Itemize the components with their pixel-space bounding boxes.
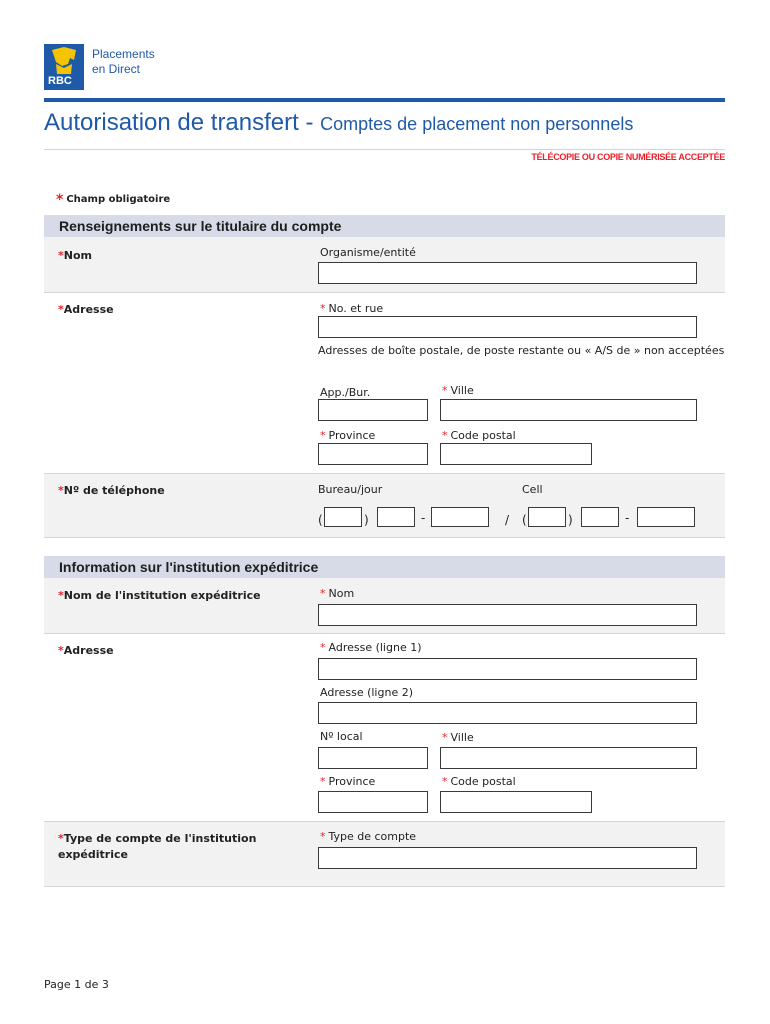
cell-area-code-input[interactable] — [528, 507, 566, 527]
cell-close-paren: ) — [568, 513, 573, 527]
title-sub: Comptes de placement non personnels — [320, 114, 634, 134]
addr1-field-label: * Adresse (ligne 1) — [320, 641, 422, 654]
inst-postal-field-label: * Code postal — [442, 775, 516, 788]
office-line-input[interactable] — [431, 507, 489, 527]
rbc-logo — [44, 44, 84, 90]
cell-prefix-input[interactable] — [581, 507, 619, 527]
required-note — [56, 190, 170, 206]
inst-city-input[interactable] — [440, 747, 697, 769]
title-rule — [44, 149, 725, 150]
page-title — [44, 109, 633, 137]
address-line1-input[interactable] — [318, 658, 697, 680]
city-input[interactable] — [440, 399, 697, 421]
institution-address-label: *Adresse — [58, 644, 114, 657]
province-input[interactable] — [318, 443, 428, 465]
inst-postal-input[interactable] — [440, 791, 592, 813]
name-label: *Nom — [58, 249, 92, 262]
org-name-input[interactable] — [318, 262, 697, 284]
street-field-label: * No. et rue — [320, 302, 384, 315]
unit-field-label: App./Bur. — [320, 386, 371, 399]
street-input[interactable] — [318, 316, 697, 338]
office-prefix-input[interactable] — [377, 507, 415, 527]
inst-province-input[interactable] — [318, 791, 428, 813]
local-field-label: Nº local — [320, 730, 363, 743]
unit-input[interactable] — [318, 399, 428, 421]
cell-dash: - — [625, 511, 630, 525]
city-field-label: * Ville — [442, 384, 474, 397]
required-star: * — [56, 192, 64, 208]
cell-line-input[interactable] — [637, 507, 695, 527]
account-type-input[interactable] — [318, 847, 697, 869]
inst-province-field-label: * Province — [320, 775, 376, 788]
brand-line2: en Direct — [92, 62, 141, 76]
office-dash: - — [421, 511, 426, 525]
postal-field-label: * Code postal — [442, 429, 516, 442]
logo-text: RBC — [48, 75, 72, 87]
address-line2-input[interactable] — [318, 702, 697, 724]
addr2-field-label: Adresse (ligne 2) — [320, 686, 414, 699]
cell-open-paren: ( — [522, 513, 527, 527]
brand-line1: Placements — [92, 47, 155, 61]
cell-phone-label: Cell — [522, 483, 543, 496]
province-field-label: * Province — [320, 429, 376, 442]
office-phone-label: Bureau/jour — [318, 483, 383, 496]
postal-input[interactable] — [440, 443, 592, 465]
brand-name — [92, 47, 155, 77]
local-input[interactable] — [318, 747, 428, 769]
page-number: Page 1 de 3 — [44, 978, 109, 991]
title-main: Autorisation de transfert - — [44, 109, 321, 136]
po-box-note: Adresses de boîte postale, de poste restante ou « A/S de » non acceptées — [318, 344, 725, 357]
account-type-label: *Type de compte de l'institution expéditrice — [58, 832, 257, 861]
fax-note: TÉLÉCOPIE OU COPIE NUMÉRISÉE ACCEPTÉE — [531, 152, 725, 162]
org-field-label: Organisme/entité — [320, 246, 416, 259]
required-note-text: Champ obligatoire — [66, 194, 171, 205]
office-area-code-input[interactable] — [324, 507, 362, 527]
phone-slash: / — [505, 513, 510, 527]
institution-name-input[interactable] — [318, 604, 697, 626]
inst-city-field-label: * Ville — [442, 731, 474, 744]
header-rule — [44, 98, 725, 102]
address-label: *Adresse — [58, 303, 114, 316]
acct-type-field-label: * Type de compte — [320, 830, 417, 843]
section-account-holder-heading: Renseignements sur le titulaire du compte — [44, 215, 725, 237]
section-sending-institution-heading: Information sur l'institution expéditrice — [44, 556, 725, 578]
institution-name-label: *Nom de l'institution expéditrice — [58, 589, 261, 602]
phone-label: *Nº de téléphone — [58, 484, 165, 497]
office-close-paren: ) — [364, 513, 369, 527]
inst-field-label: * Nom — [320, 587, 355, 600]
office-open-paren: ( — [318, 513, 323, 527]
